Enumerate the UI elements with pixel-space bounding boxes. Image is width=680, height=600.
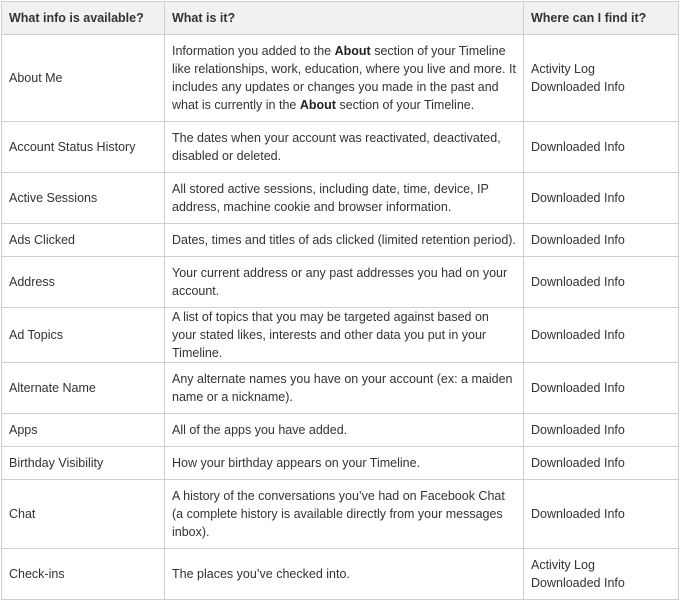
description-bold-text: About	[299, 98, 336, 112]
location-item: Downloaded Info	[531, 423, 625, 437]
description-text: How your birthday appears on your Timeline.	[172, 456, 421, 470]
description-text: A history of the conversations you’ve had on Facebook Chat (a complete history is available directly from your messages inbox).	[172, 489, 505, 539]
table-row	[2, 122, 679, 173]
description-text: Dates, times and titles of ads clicked (limited retention period).	[172, 233, 516, 247]
row-location	[524, 549, 679, 600]
row-location	[524, 480, 679, 549]
row-info-name: About Me	[2, 35, 165, 122]
location-item: Downloaded Info	[531, 233, 625, 247]
description-text: Your current address or any past addresses you had on your account.	[172, 266, 508, 298]
location-item: Activity Log	[531, 62, 595, 76]
table-row	[2, 447, 679, 480]
row-info-name: Check-ins	[2, 549, 165, 600]
row-description	[165, 447, 524, 480]
location-item: Downloaded Info	[531, 576, 625, 590]
header-info-available: What info is available?	[2, 2, 165, 35]
table-row	[2, 224, 679, 257]
row-description	[165, 414, 524, 447]
description-bold-text: About	[334, 44, 371, 58]
row-description	[165, 122, 524, 173]
row-description	[165, 257, 524, 308]
location-item: Downloaded Info	[531, 456, 625, 470]
row-description	[165, 224, 524, 257]
description-text: The places you’ve checked into.	[172, 567, 350, 581]
description-text: section of your Timeline.	[335, 98, 475, 112]
row-info-name: Ad Topics	[2, 308, 165, 363]
row-info-name: Alternate Name	[2, 363, 165, 414]
table-row	[2, 363, 679, 414]
table-row	[2, 257, 679, 308]
location-item: Downloaded Info	[531, 328, 625, 342]
row-location	[524, 308, 679, 363]
row-location	[524, 224, 679, 257]
table-row	[2, 549, 679, 600]
row-location	[524, 447, 679, 480]
table-row	[2, 35, 679, 122]
row-info-name: Birthday Visibility	[2, 447, 165, 480]
row-location	[524, 414, 679, 447]
location-item: Downloaded Info	[531, 381, 625, 395]
row-info-name: Address	[2, 257, 165, 308]
description-text: section of your Timeline like relationships, work, education, where you live and more. It includes any updates or changes you made in the past and what is currently in the	[172, 44, 516, 112]
data-info-table	[1, 1, 679, 600]
row-description	[165, 35, 524, 122]
location-item: Downloaded Info	[531, 507, 625, 521]
description-text: The dates when your account was reactivated, deactivated, disabled or deleted.	[172, 131, 501, 163]
location-item: Downloaded Info	[531, 80, 625, 94]
row-description	[165, 308, 524, 363]
location-item: Downloaded Info	[531, 191, 625, 205]
table-row	[2, 414, 679, 447]
row-location	[524, 257, 679, 308]
header-where-find: Where can I find it?	[524, 2, 679, 35]
location-item: Downloaded Info	[531, 140, 625, 154]
location-item: Downloaded Info	[531, 275, 625, 289]
row-info-name: Active Sessions	[2, 173, 165, 224]
row-location	[524, 35, 679, 122]
row-description	[165, 173, 524, 224]
description-text: All stored active sessions, including date, time, device, IP address, machine cookie and browser information.	[172, 182, 489, 214]
row-description	[165, 480, 524, 549]
description-text: Any alternate names you have on your account (ex: a maiden name or a nickname).	[172, 372, 513, 404]
location-item: Activity Log	[531, 558, 595, 572]
description-text: Information you added to the	[172, 44, 335, 58]
header-row	[2, 2, 679, 35]
header-what-is-it: What is it?	[165, 2, 524, 35]
row-info-name: Apps	[2, 414, 165, 447]
description-text: A list of topics that you may be targeted against based on your stated likes, interests and other data you put in your Timeline.	[172, 310, 489, 360]
row-info-name: Account Status History	[2, 122, 165, 173]
row-description	[165, 549, 524, 600]
row-info-name: Ads Clicked	[2, 224, 165, 257]
table-row	[2, 173, 679, 224]
table-row	[2, 308, 679, 363]
row-description	[165, 363, 524, 414]
row-location	[524, 122, 679, 173]
description-text: All of the apps you have added.	[172, 423, 348, 437]
table-row	[2, 480, 679, 549]
row-location	[524, 173, 679, 224]
row-info-name: Chat	[2, 480, 165, 549]
row-location	[524, 363, 679, 414]
